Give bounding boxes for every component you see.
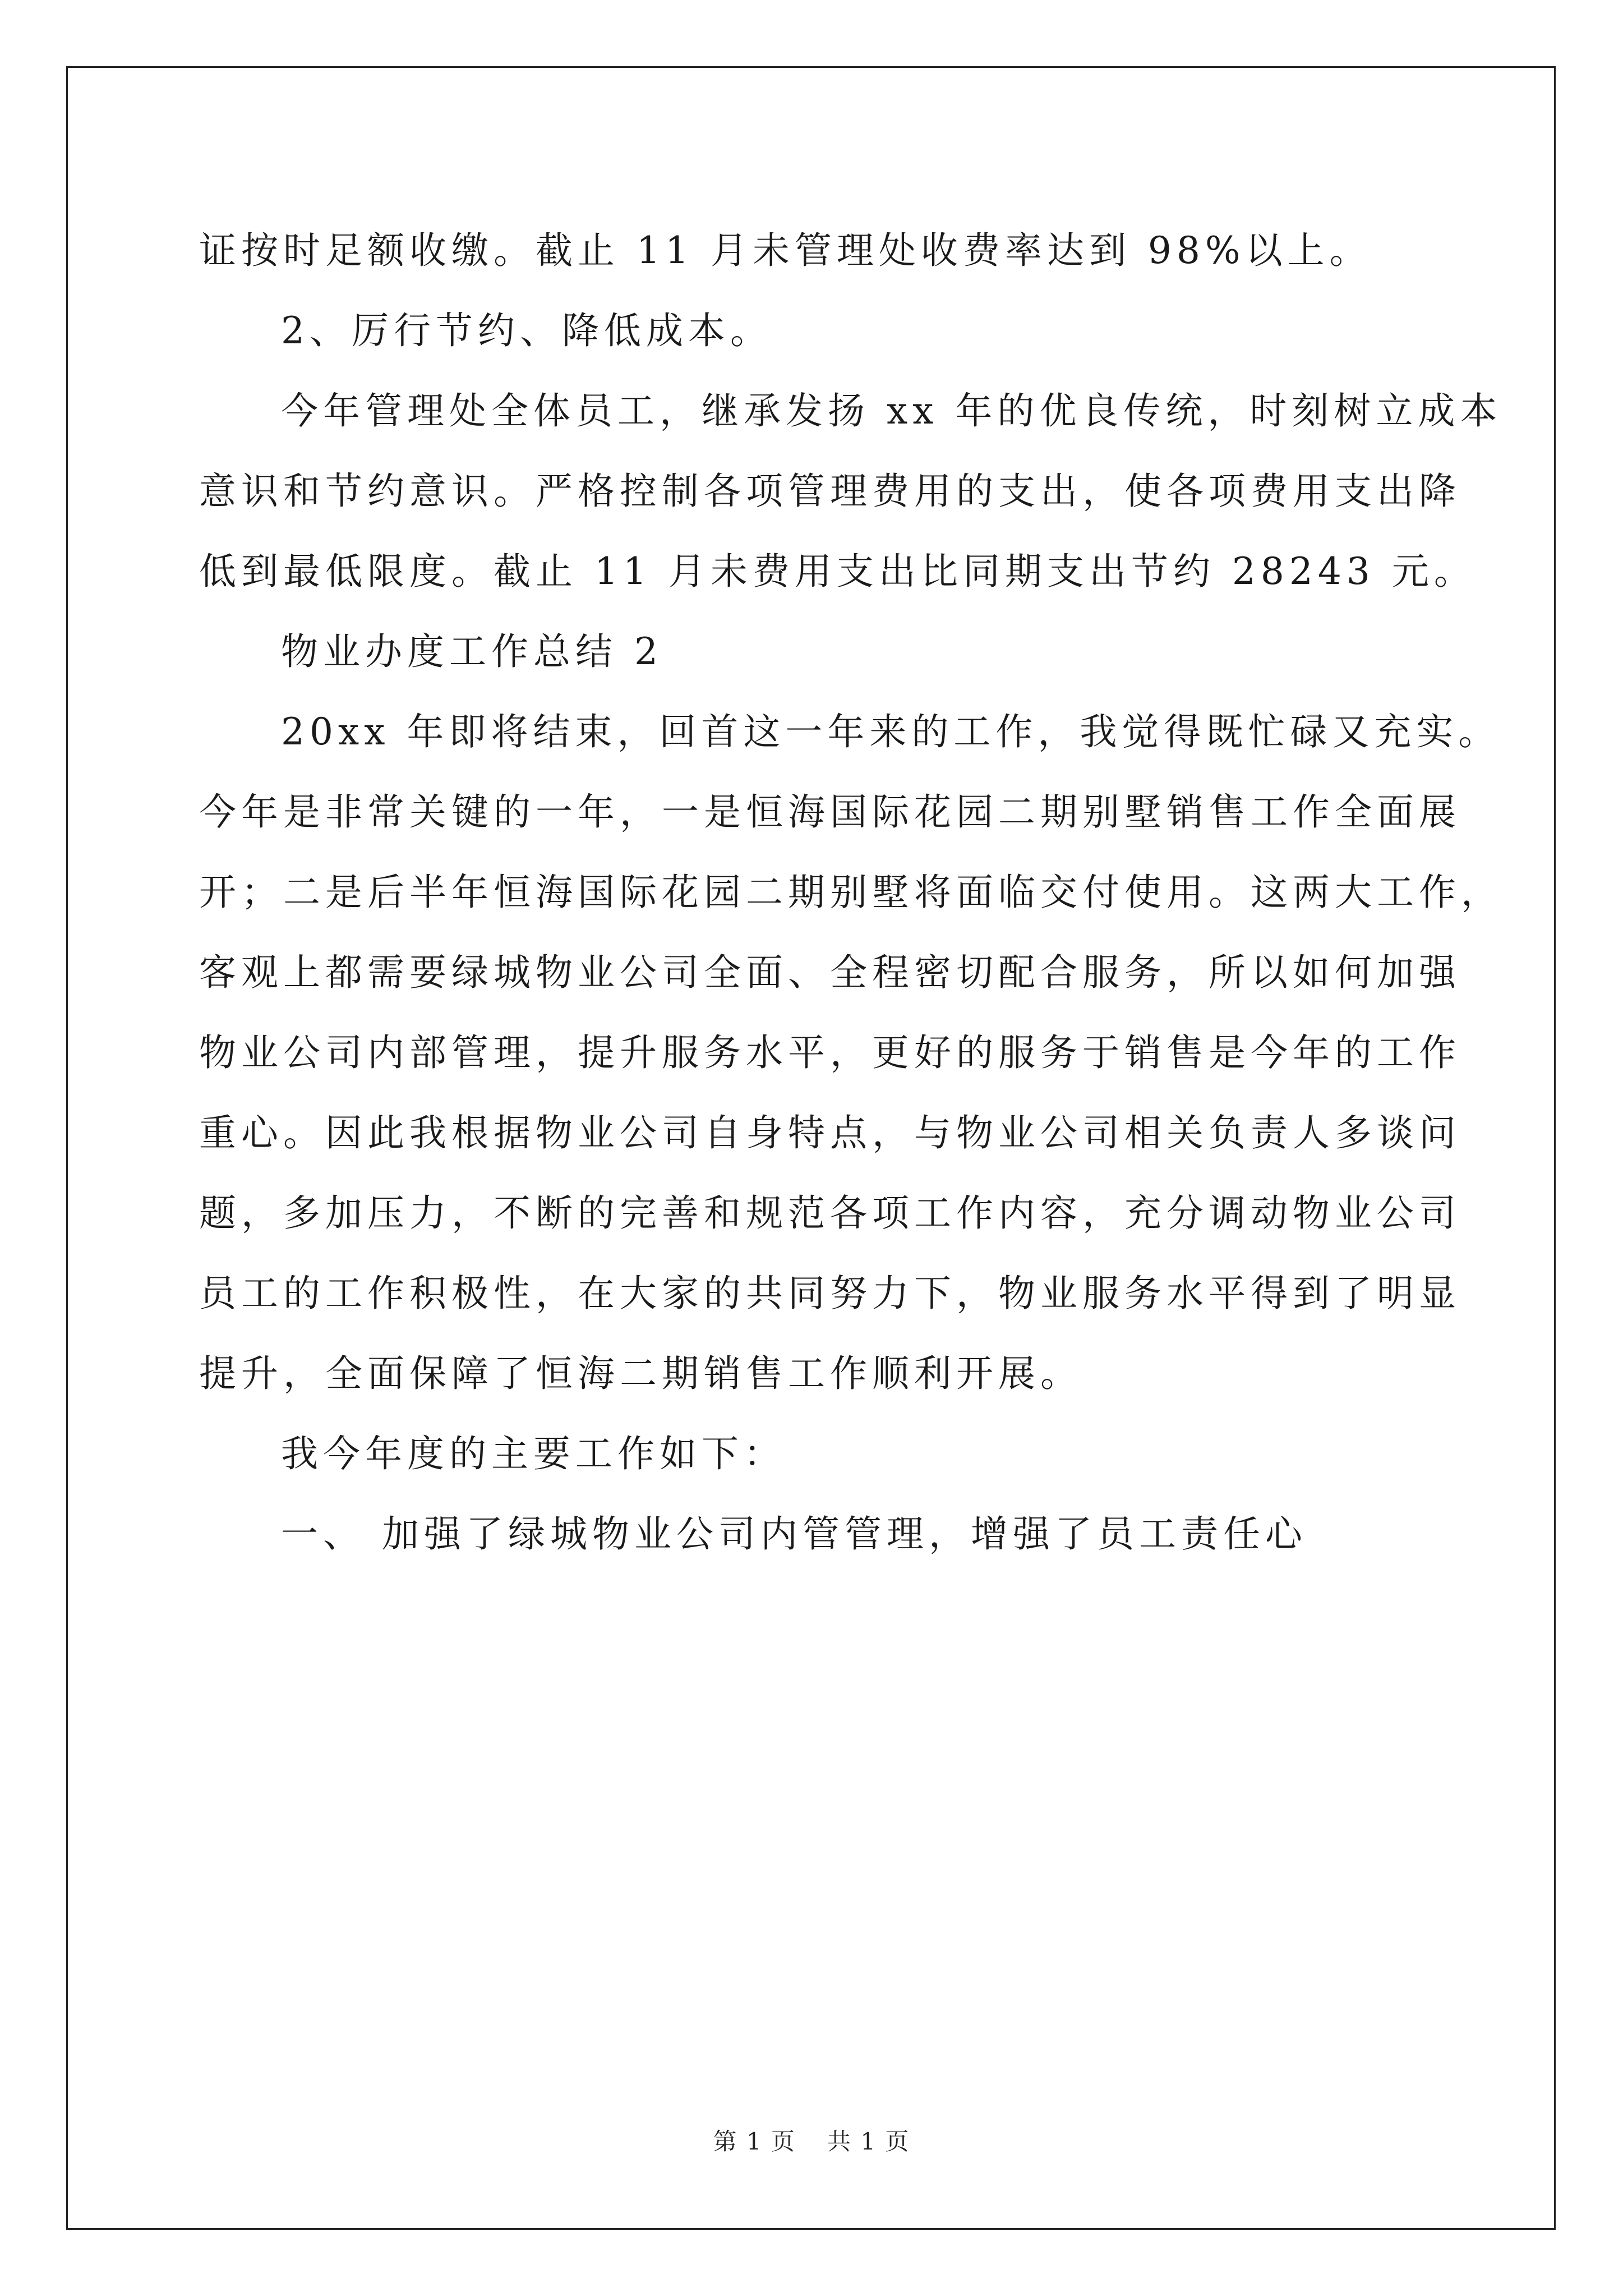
text-line: 低到最低限度。截止 11 月未费用支出比同期支出节约 28243 元。: [199, 550, 1476, 593]
document-body: [199, 210, 1503, 1574]
text-line: 一、 加强了绿城物业公司内管管理，增强了员工责任心: [281, 1512, 1307, 1556]
text-line: 题，多加压力，不断的完善和规范各项工作内容，充分调动物业公司: [199, 1191, 1461, 1235]
text-line: 客观上都需要绿城物业公司全面、全程密切配合服务，所以如何加强: [199, 951, 1461, 994]
text-line: 今年管理处全体员工，继承发扬 xx 年的优良传统，时刻树立成本: [281, 389, 1502, 432]
text-line: 我今年度的主要工作如下：: [281, 1432, 786, 1475]
text-line: 员工的工作积极性，在大家的共同努力下，物业服务水平得到了明显: [199, 1272, 1461, 1315]
text-line: 意识和节约意识。严格控制各项管理费用的支出，使各项费用支出降: [199, 470, 1461, 513]
text-line: 证按时足额收缴。截止 11 月未管理处收费率达到 98%以上。: [199, 229, 1372, 272]
page-total: 共 1 页: [827, 2128, 910, 2155]
text-line: 提升，全面保障了恒海二期销售工作顺利开展。: [199, 1352, 1082, 1395]
text-line: 物业公司内部管理，提升服务水平，更好的服务于销售是今年的工作: [199, 1031, 1461, 1074]
text-line: 开；二是后半年恒海国际花园二期别墅将面临交付使用。这两大工作，: [199, 871, 1503, 914]
page-number: 第 1 页: [713, 2128, 796, 2155]
text-line: 今年是非常关键的一年，一是恒海国际花园二期别墅销售工作全面展: [199, 790, 1461, 834]
text-line: 2、厉行节约、降低成本。: [281, 309, 772, 352]
text-line: 20xx 年即将结束，回首这一年来的工作，我觉得既忙碌又充实。: [281, 710, 1501, 753]
text-line: 重心。因此我根据物业公司自身特点，与物业公司相关负责人多谈问: [199, 1111, 1461, 1154]
section-heading: 物业办度工作总结 2: [281, 630, 663, 673]
page-footer: [0, 2123, 1623, 2157]
